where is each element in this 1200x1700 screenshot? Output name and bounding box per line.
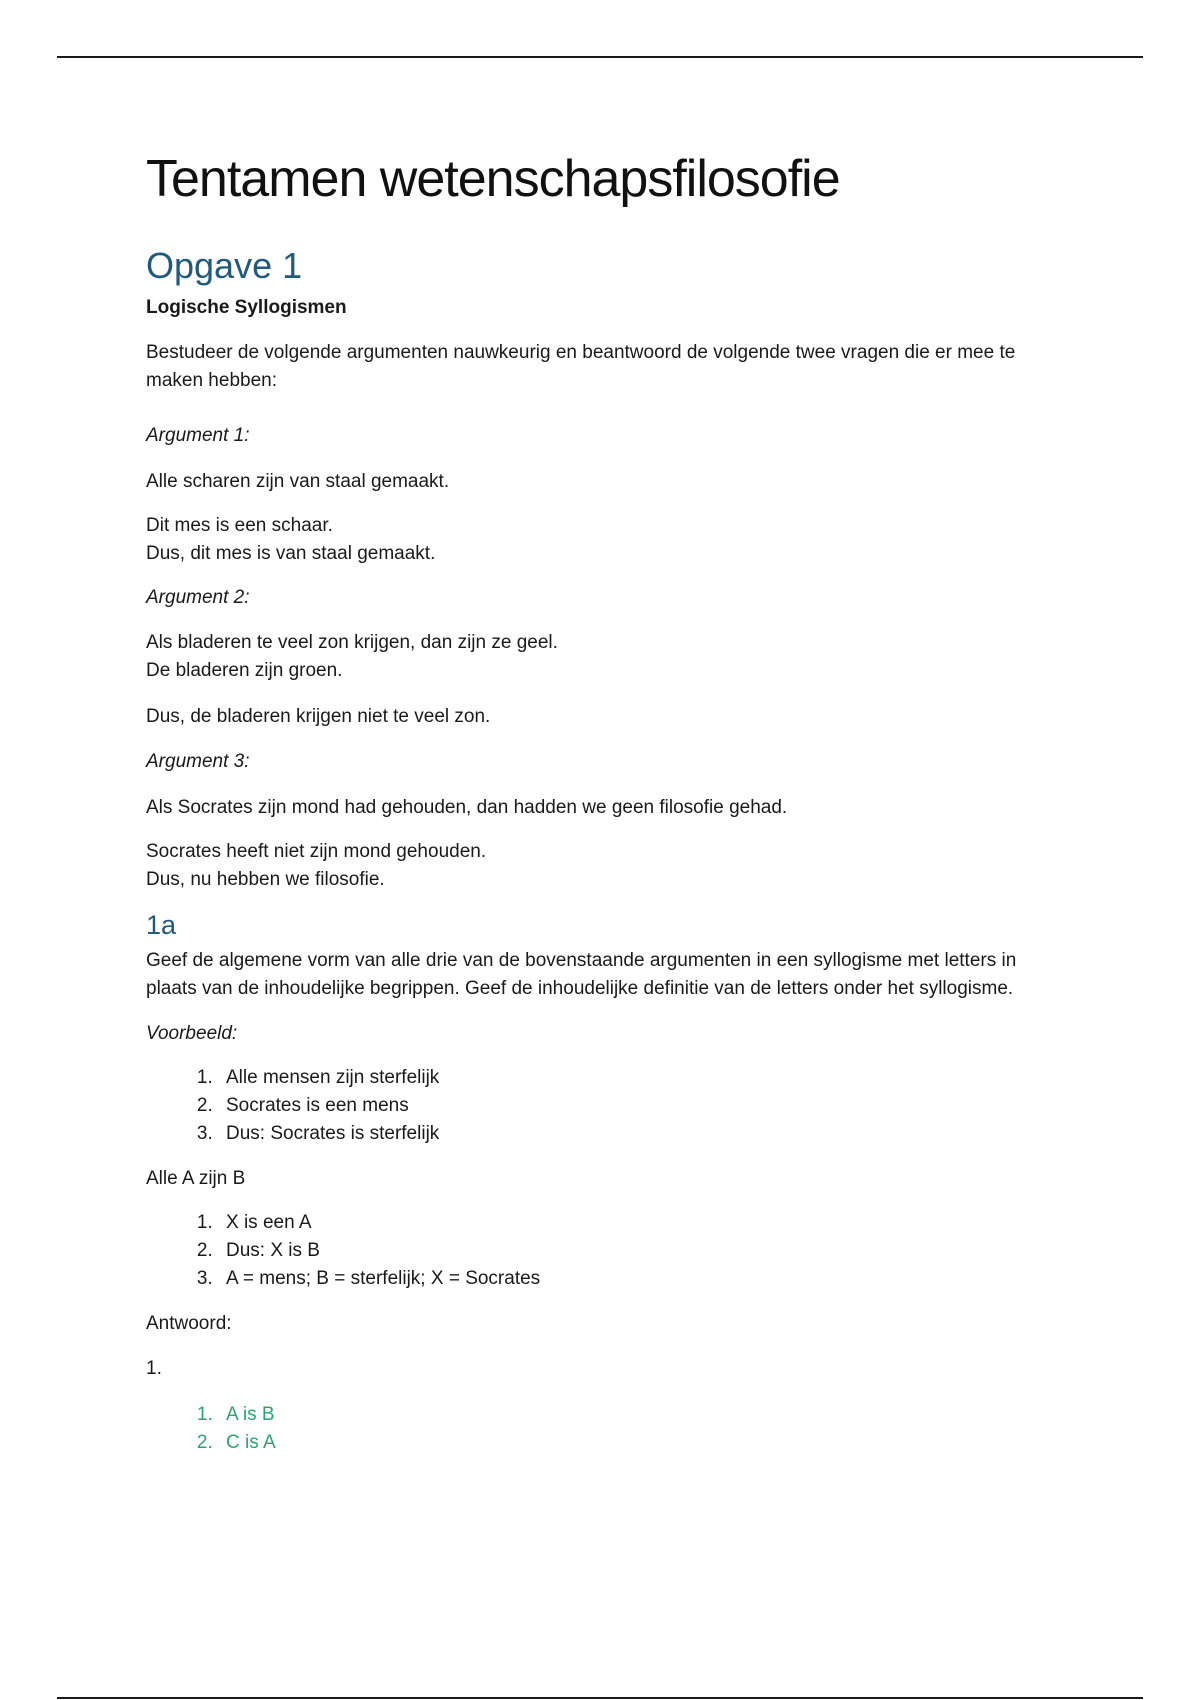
argument-1-label: Argument 1: (146, 425, 250, 446)
form-line: Alle A zijn B (146, 1168, 246, 1189)
question-1a-text: Geef de algemene vorm van alle drie van de bovenstaande argumenten in een syllogisme met letters in plaats van de inhoudelijke begrippen. Geef de inhoudelijke definitie van de letters onder het syllogisme. (146, 950, 1017, 999)
list-item: 3. A = mens; B = sterfelijk; X = Socrates (218, 1265, 1066, 1293)
argument-3-label: Argument 3: (146, 751, 250, 772)
list-item: 2. Dus: X is B (218, 1237, 1066, 1265)
argument-2-line-1: Als bladeren te veel zon krijgen, dan zijn ze geel. (146, 632, 558, 653)
form-list (146, 1209, 1066, 1293)
answer-number: 1. (146, 1358, 162, 1379)
document-body (146, 148, 1066, 1457)
list-item: 1. X is een A (218, 1209, 1066, 1237)
page-title: Tentamen wetenschapsfilosofie (146, 150, 840, 208)
argument-1-line-2: Dit mes is een schaar. (146, 515, 333, 536)
list-item: 2. Socrates is een mens (218, 1092, 1066, 1120)
list-item: 1. Alle mensen zijn sterfelijk (218, 1064, 1066, 1092)
section-subheading: Logische Syllogismen (146, 297, 347, 318)
intro-paragraph: Bestudeer de volgende argumenten nauwkeurig en beantwoord de volgende twee vragen die er mee te maken hebben: (146, 342, 1016, 391)
question-1a-heading: 1a (146, 910, 177, 940)
bottom-rule (57, 1697, 1143, 1699)
argument-3-line-3: Dus, nu hebben we filosofie. (146, 869, 385, 890)
argument-2-label: Argument 2: (146, 587, 250, 608)
list-item: 2. C is A (218, 1429, 1066, 1457)
argument-2-line-3: Dus, de bladeren krijgen niet te veel zon. (146, 706, 491, 727)
argument-2-line-2: De bladeren zijn groen. (146, 660, 343, 681)
answer-list (146, 1401, 1066, 1457)
argument-1-line-1: Alle scharen zijn van staal gemaakt. (146, 471, 450, 492)
top-rule (57, 56, 1143, 58)
argument-1-line-3: Dus, dit mes is van staal gemaakt. (146, 543, 436, 564)
list-item: 3. Dus: Socrates is sterfelijk (218, 1120, 1066, 1148)
list-item: 1. A is B (218, 1401, 1066, 1429)
argument-3-line-1: Als Socrates zijn mond had gehouden, dan hadden we geen filosofie gehad. (146, 797, 788, 818)
answer-label: Antwoord: (146, 1313, 232, 1334)
section-heading-opgave-1: Opgave 1 (146, 245, 303, 286)
argument-3-line-2: Socrates heeft niet zijn mond gehouden. (146, 841, 487, 862)
example-label: Voorbeeld: (146, 1023, 238, 1044)
example-list (146, 1064, 1066, 1148)
